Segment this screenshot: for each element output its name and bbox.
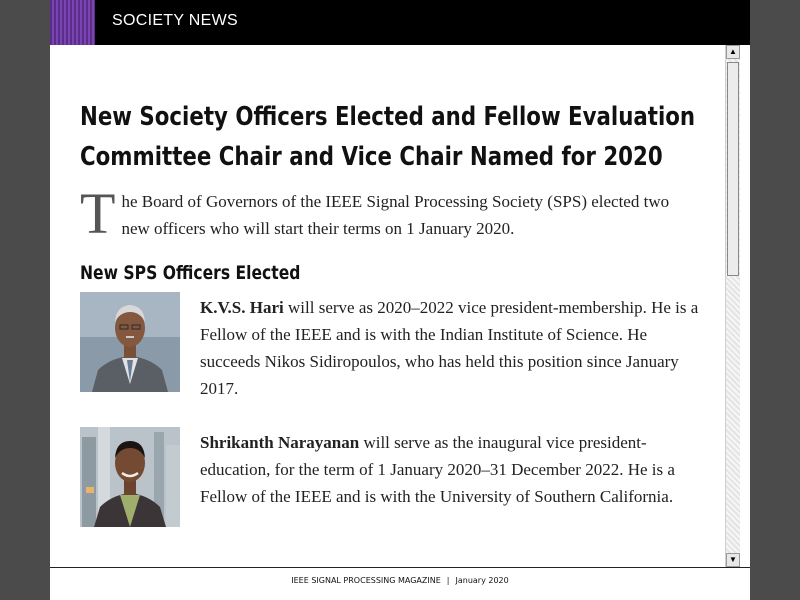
section-label: SOCIETY NEWS bbox=[112, 12, 238, 29]
article-content bbox=[80, 45, 720, 565]
footer-divider bbox=[50, 567, 750, 568]
page-footer bbox=[50, 576, 750, 585]
intro-paragraph bbox=[80, 181, 700, 246]
magazine-page bbox=[50, 0, 750, 600]
officer-description: will serve as 2020–2022 vice president-membership. He is a Fellow of the IEEE and is with the Indian Institute of Science. He succeeds Nikos Sidiropoulos, who has held this position since January 2017. bbox=[200, 298, 699, 398]
scroll-down-button[interactable] bbox=[726, 553, 740, 567]
drop-cap: T bbox=[80, 181, 116, 246]
scroll-up-button[interactable] bbox=[726, 45, 740, 59]
section-header bbox=[50, 0, 750, 45]
section-subhead: New SPS Officers Elected bbox=[80, 262, 301, 284]
officer-name: Shrikanth Narayanan bbox=[200, 433, 360, 452]
intro-text: he Board of Governors of the IEEE Signal Processing Society (SPS) elected two new officers who will start their terms on 1 January 2020. bbox=[121, 192, 670, 238]
article-title-line-1: New Society Officers Elected and Fellow Evaluation bbox=[80, 102, 696, 132]
footer-magazine-name: IEEE SIGNAL PROCESSING MAGAZINE bbox=[291, 576, 441, 585]
officer-bio bbox=[200, 294, 710, 402]
header-color-stripe bbox=[50, 0, 95, 45]
footer-issue: January 2020 bbox=[455, 576, 509, 585]
officer-bio bbox=[200, 429, 710, 510]
officer-description: will serve as the inaugural vice president-education, for the term of 1 January 2020–31 December 2022. He is a Fellow of the IEEE and is with the University of Southern California. bbox=[200, 433, 675, 506]
viewer-right-margin bbox=[750, 0, 800, 600]
officer-photo bbox=[80, 292, 180, 392]
vertical-scrollbar[interactable] bbox=[725, 45, 740, 567]
footer-separator: | bbox=[446, 576, 450, 585]
article-title-line-2: Committee Chair and Vice Chair Named for 2020 bbox=[80, 142, 663, 172]
officer-photo bbox=[80, 427, 180, 527]
triangle-up-icon: ▲ bbox=[729, 47, 737, 56]
article-title bbox=[80, 97, 696, 177]
triangle-down-icon: ▼ bbox=[729, 555, 737, 564]
viewer-left-margin bbox=[0, 0, 50, 600]
scroll-thumb[interactable] bbox=[727, 62, 739, 276]
officer-name: K.V.S. Hari bbox=[200, 298, 284, 317]
